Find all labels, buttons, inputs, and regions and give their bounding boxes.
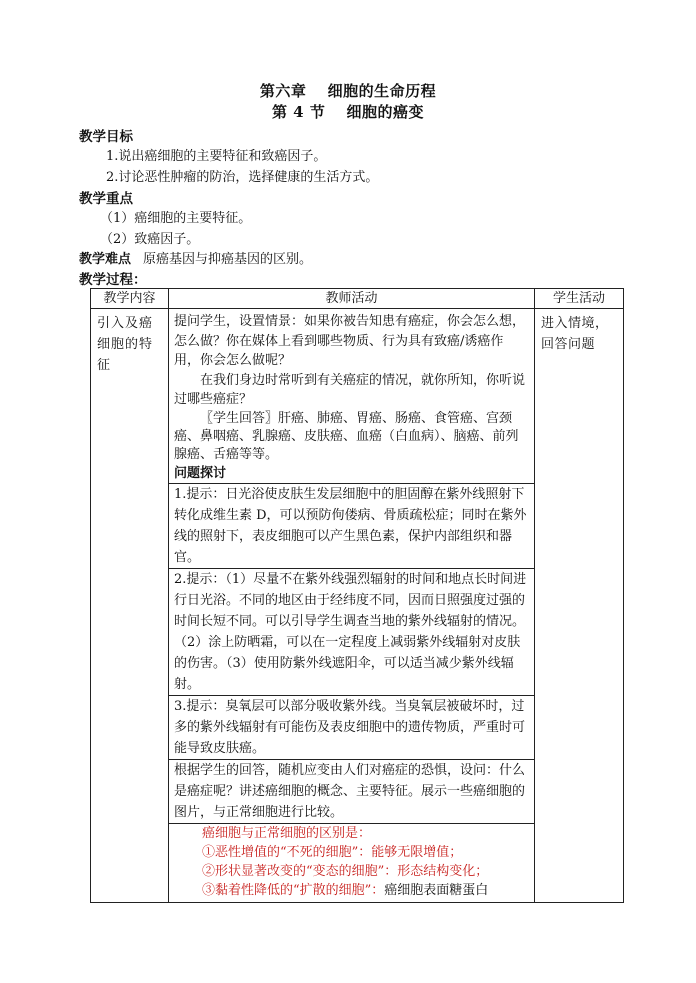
section-title: 第 4 节 细胞的癌变: [271, 103, 425, 121]
discussion-heading: 问题探讨: [174, 465, 227, 481]
objective-item: 2.讨论恶性肿瘤的防治，选择健康的生活方式。: [106, 170, 379, 185]
content-text: 引入及癌细胞的特征: [97, 316, 154, 373]
objective-item: 1.说出癌细胞的主要特征和致癌因子。: [106, 149, 327, 164]
teacher-paragraph: 在我们身边时常听到有关癌症的情况，就你所知，你听说过哪些癌症？: [174, 372, 526, 407]
process-heading: 教学过程：: [79, 272, 147, 288]
teacher-activity-cell: [169, 309, 535, 903]
teacher-paragraph: 提问学生，设置情景：如果你被告知患有癌症，你会怎么想，怎么做？你在媒体上看到哪些物质、行为具有致癌/诱癌作用，你会怎么做呢？: [174, 314, 526, 368]
table-header-row: [91, 289, 624, 309]
teacher-paragraph: 根据学生的回答，随机应变由人们对癌症的恐惧，设问：什么是癌症呢？讲述癌细胞的概念、主要特征。展示一些癌细胞的图片，与正常细胞进行比较。: [174, 763, 526, 820]
discussion-item: 3.提示：臭氧层可以部分吸收紫外线。当臭氧层被破坏时，过多的紫外线辐射有可能伤及表皮细胞中的遗传物质，严重时可能导致皮肤癌。: [174, 699, 526, 756]
lesson-table: [90, 288, 624, 903]
content-cell: [91, 309, 169, 903]
difficulty-heading: 教学难点: [79, 252, 132, 267]
objectives-heading: 教学目标: [79, 129, 133, 145]
key-points-heading: 教学重点: [79, 191, 133, 207]
comparison-item-part: 癌细胞表面糖蛋白: [384, 883, 489, 898]
comparison-heading: 癌细胞与正常细胞的区别是：: [202, 826, 372, 841]
difficulty-text: 原癌基因与抑癌基因的区别。: [143, 252, 313, 267]
column-header: 学生活动: [535, 289, 624, 309]
discussion-item: 2.提示：（1）尽量不在紫外线强烈辐射的时间和地点长时间进行日光浴。不同的地区由于经纬度不同，因而日照强度过强的时间长短不同。可以引导学生调查当地的紫外线辐射的情况。（2）涂上防晒霜，可以在一定程度上减弱紫外线辐射对皮肤的伤害。（3）使用防紫外线遮阳伞，可以适当减少紫外线辐射。: [174, 572, 527, 692]
student-answer: 〖学生回答〗肝癌、肺癌、胃癌、肠癌、食管癌、宫颈癌、鼻咽癌、乳腺癌、皮肤癌、血癌（白血病）、脑癌、前列腺癌、舌癌等等。: [174, 410, 519, 462]
comparison-item: [174, 881, 529, 900]
column-header: 教师活动: [169, 289, 535, 309]
comparison-item: ②形状显著改变的“变态的细胞”：形态结构变化；: [202, 864, 489, 879]
key-point-item: （1）癌细胞的主要特征。: [100, 211, 252, 226]
student-activity-cell: [535, 309, 624, 903]
key-point-item: （2）致癌因子。: [100, 232, 200, 247]
column-header: 教学内容: [91, 289, 169, 309]
table-row: [91, 309, 624, 903]
difficulty-row: [79, 248, 312, 267]
discussion-item: 1.提示：日光浴使皮肤生发层细胞中的胆固醇在紫外线照射下转化成维生素 D，可以预防佝偻病、骨质疏松症；同时在紫外线的照射下，表皮细胞可以产生黑色素，保护内部组织和器官。: [174, 487, 527, 565]
chapter-title: 第六章 细胞的生命历程: [259, 82, 437, 100]
comparison-item-part: ③黏着性降低的“扩散的细胞”：: [202, 883, 385, 898]
comparison-item: ①恶性增值的“不死的细胞”：能够无限增值；: [202, 845, 463, 860]
student-text: 进入情境，回答问题: [541, 316, 609, 352]
